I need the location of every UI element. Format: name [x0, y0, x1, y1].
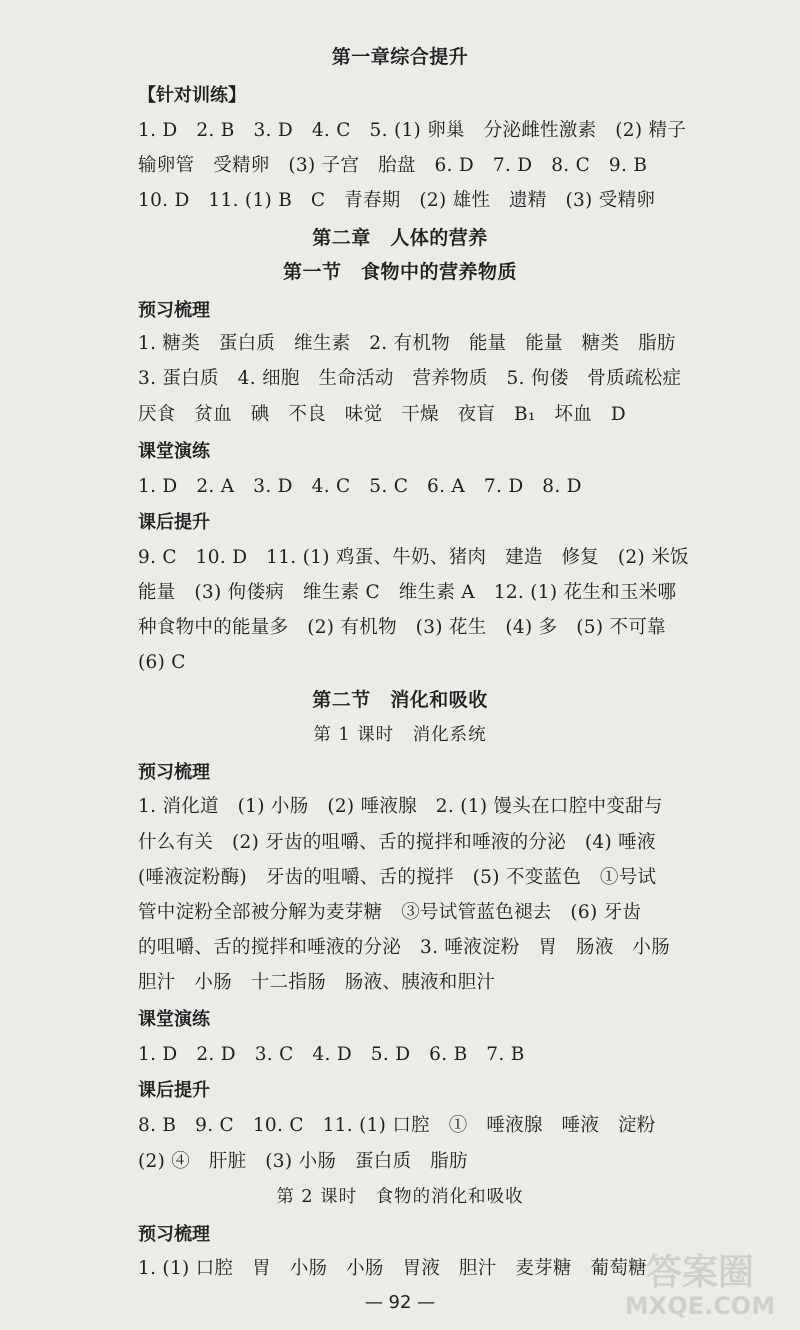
answer-line: 10. D 11. (1) B C 青春期 (2) 雄性 遗精 (3) 受精卵: [138, 190, 656, 211]
answer-line: 1. D 2. A 3. D 4. C 5. C 6. A 7. D 8. D: [138, 476, 582, 497]
answer-line: 什么有关 (2) 牙齿的咀嚼、舌的搅拌和唾液的分泌 (4) 唾液: [138, 832, 656, 853]
answer-line: 1. 消化道 (1) 小肠 (2) 唾液腺 2. (1) 馒头在口腔中变甜与: [138, 796, 663, 817]
answer-line: 胆汁 小肠 十二指肠 肠液、胰液和胆汁: [138, 972, 496, 993]
classroom-practice-label: 课堂演练: [138, 441, 210, 462]
watermark-text: 答案圈: [645, 1252, 755, 1293]
answer-line: 3. 蛋白质 4. 细胞 生命活动 营养物质 5. 佝偻 骨质疏松症: [138, 368, 682, 389]
preview-label: 预习梳理: [138, 300, 210, 321]
after-class-label: 课后提升: [138, 512, 210, 533]
answer-line: 厌食 贫血 碘 不良 味觉 干燥 夜盲 B₁ 坏血 D: [138, 404, 626, 425]
answer-line: 管中淀粉全部被分解为麦芽糖 ③号试管蓝色褪去 (6) 牙齿: [138, 902, 642, 923]
chapter2-title: 第二章 人体的营养: [312, 227, 488, 249]
section1-title: 第一节 食物中的营养物质: [282, 261, 517, 283]
answer-line: (6) C: [138, 652, 186, 673]
answer-line: 9. C 10. D 11. (1) 鸡蛋、牛奶、猪肉 建造 修复 (2) 米饭: [138, 547, 689, 568]
chapter1-review-title: 第一章综合提升: [331, 46, 469, 68]
answer-line: 能量 (3) 佝偻病 维生素 C 维生素 A 12. (1) 花生和玉米哪: [138, 582, 677, 603]
answer-line: 1. D 2. B 3. D 4. C 5. (1) 卵巢 分泌雌性激素 (2) 精子: [138, 120, 687, 141]
watermark-logo: [610, 1240, 790, 1322]
answer-line: 1. 糖类 蛋白质 维生素 2. 有机物 能量 能量 糖类 脂肪: [138, 333, 676, 354]
classroom-practice-label: 课堂演练: [138, 1009, 210, 1030]
targeted-practice-label: 【针对训练】: [138, 85, 246, 106]
preview-label: 预习梳理: [138, 1224, 210, 1245]
answer-line: 8. B 9. C 10. C 11. (1) 口腔 ① 唾液腺 唾液 淀粉: [138, 1115, 656, 1136]
preview-label: 预习梳理: [138, 762, 210, 783]
answer-line: 输卵管 受精卵 (3) 子宫 胎盘 6. D 7. D 8. C 9. B: [138, 155, 648, 176]
answer-line: 种食物中的能量多 (2) 有机物 (3) 花生 (4) 多 (5) 不可靠: [138, 617, 666, 638]
lesson2-title: 第 2 课时 食物的消化和吸收: [276, 1187, 524, 1207]
section2-title: 第二节 消化和吸收: [312, 689, 488, 711]
after-class-label: 课后提升: [138, 1080, 210, 1101]
answer-line: 1. (1) 口腔 胃 小肠 小肠 胃液 胆汁 麦芽糖 葡萄糖: [138, 1258, 647, 1279]
watermark-url: MXQE.COM: [624, 1292, 776, 1320]
answer-line: (唾液淀粉酶) 牙齿的咀嚼、舌的搅拌 (5) 不变蓝色 ①号试: [138, 867, 657, 888]
lesson1-title: 第 1 课时 消化系统: [313, 725, 487, 745]
page-number: — 92 —: [364, 1292, 436, 1313]
answer-line: (2) ④ 肝脏 (3) 小肠 蛋白质 脂肪: [138, 1151, 468, 1172]
answer-line: 的咀嚼、舌的搅拌和唾液的分泌 3. 唾液淀粉 胃 肠液 小肠: [138, 937, 671, 958]
answer-line: 1. D 2. D 3. C 4. D 5. D 6. B 7. B: [138, 1044, 525, 1065]
